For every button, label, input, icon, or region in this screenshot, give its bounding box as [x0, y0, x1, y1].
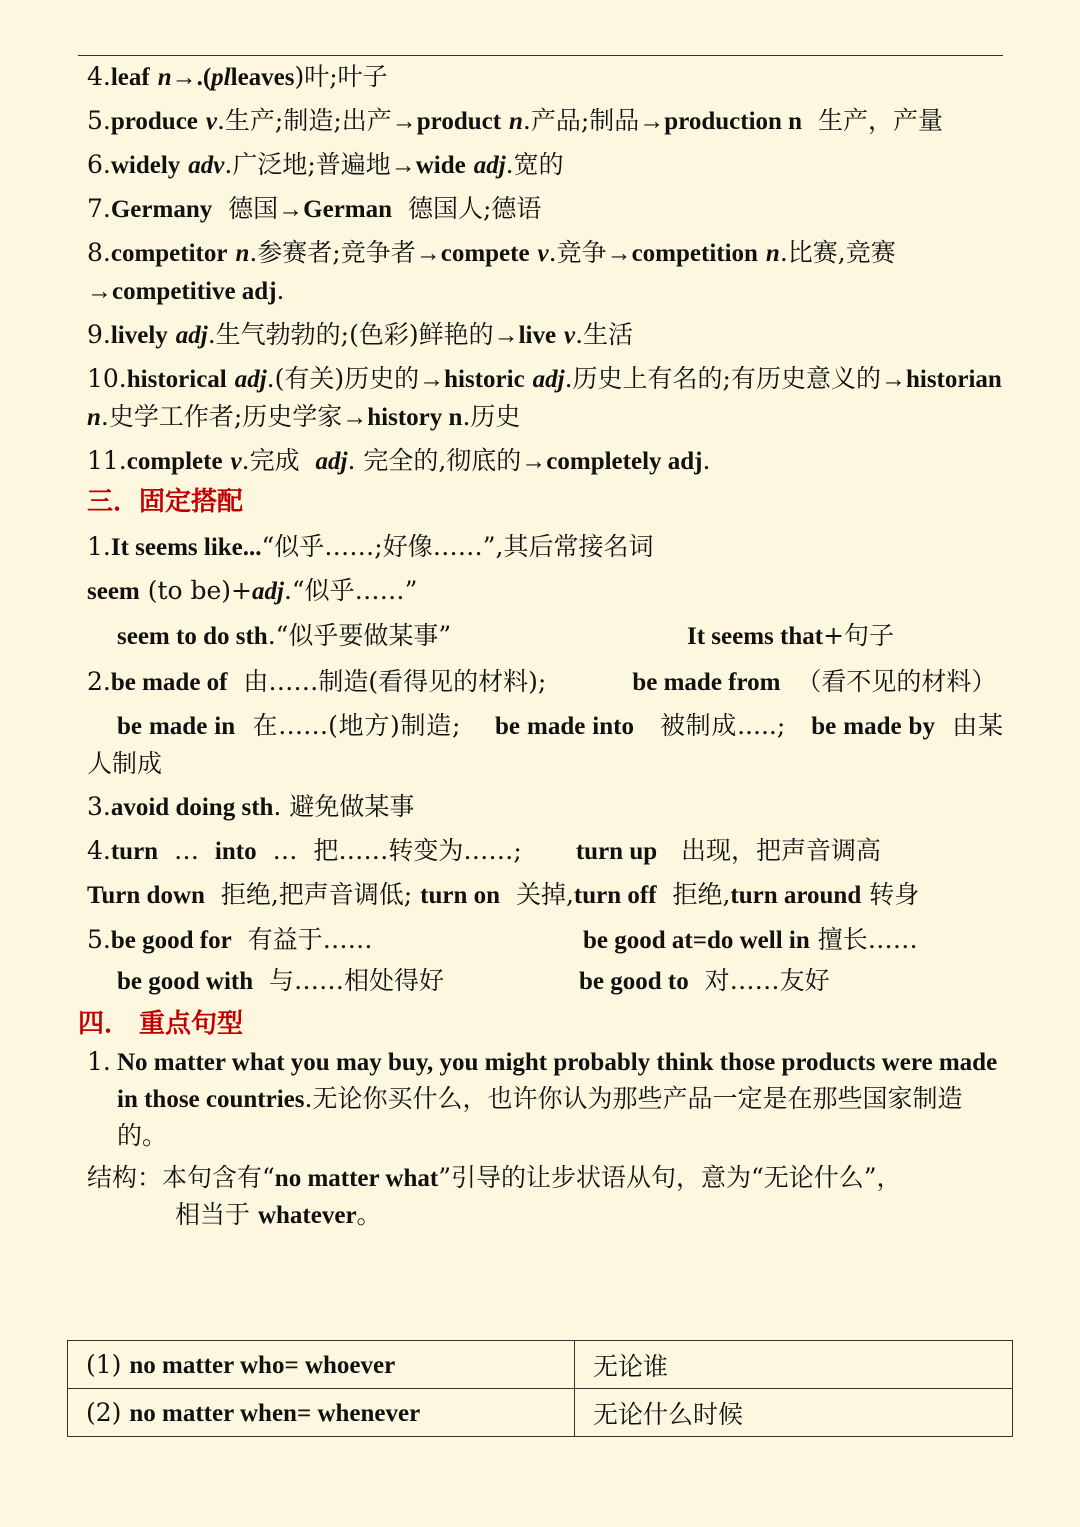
meaning: 在……(地方)制造;: [252, 711, 461, 740]
punct: .(: [196, 64, 212, 91]
meaning: 与……相处得好: [269, 966, 445, 995]
item-number: 1.: [87, 1047, 111, 1076]
vocab-item-7: [87, 190, 1003, 228]
item-number: 7.: [87, 194, 111, 223]
table-row: [68, 1341, 1013, 1389]
translation: .无论你买什么，也许你认为那些产品一定是在那些国家制造的。: [117, 1084, 963, 1150]
phrase: It seems that: [687, 623, 824, 650]
word: German: [303, 196, 393, 223]
phrase: be made from: [632, 669, 781, 696]
phrase: It seems like...: [110, 534, 262, 561]
arrow: →: [391, 108, 417, 135]
item-number: 5.: [87, 106, 111, 135]
key-sentence-body: [117, 1044, 1003, 1154]
item-number: 4.: [87, 836, 111, 865]
ellipsis: …: [272, 836, 298, 865]
table-cell-right: 无论谁: [575, 1341, 1013, 1389]
meaning: 擅长……: [817, 925, 918, 954]
vocab-item-6: [87, 146, 1003, 184]
collocation-1c: [87, 616, 1003, 657]
phrase: into: [214, 838, 257, 865]
phrase: no matter who= whoever: [129, 1351, 396, 1379]
structure-label: 结构：本句含有“: [87, 1163, 275, 1192]
meaning: +句子: [823, 621, 895, 650]
collocation-3: [87, 788, 1003, 826]
collocation-1: [87, 528, 1003, 566]
word: live: [518, 322, 557, 349]
collocation-1c-right: [687, 616, 894, 657]
phrase: avoid doing sth: [110, 794, 274, 821]
word: produce: [110, 108, 198, 135]
word: Germany: [110, 196, 213, 223]
phrase: be good for: [110, 927, 232, 954]
part-of-speech: adj: [175, 322, 208, 349]
meaning: 德国: [228, 194, 279, 223]
meaning: 对……友好: [704, 966, 830, 995]
item-number: 5.: [87, 925, 111, 954]
part-of-speech: n: [87, 404, 101, 431]
meaning: .广泛地;普遍地: [224, 150, 391, 179]
collocation-5-left: [87, 920, 583, 961]
arrow: →: [171, 64, 197, 91]
meaning: . 避免做某事: [273, 792, 415, 821]
table-row: [68, 1389, 1013, 1437]
part-of-speech: n: [235, 240, 250, 267]
meaning: 把……转变为……;: [313, 836, 522, 865]
meaning: 拒绝,: [672, 880, 731, 909]
punct: .: [276, 276, 285, 305]
meaning: .生气勃勃的;(色彩)鲜艳的: [207, 320, 494, 349]
meaning: .“似乎……”: [283, 576, 418, 605]
phrase: be good with: [117, 968, 254, 995]
structure-note: [87, 1160, 1003, 1197]
part-of-speech: v: [537, 240, 549, 267]
meaning: 被制成.....;: [659, 711, 786, 740]
meaning: 德国人;德语: [407, 194, 542, 223]
item-number: 1.: [87, 532, 111, 561]
english-sentence: No matter what you may buy, you might probably think those products were made in those countries: [117, 1049, 998, 1113]
collocation-5b-right: [579, 961, 830, 1002]
part-of-speech: adj: [234, 366, 267, 393]
collocation-4b: [87, 876, 1003, 914]
collocation-1c-left: [117, 616, 687, 657]
meaning: )叶;叶子: [294, 62, 388, 91]
word: widely: [110, 152, 181, 179]
meaning: ”引导的让步状语从句，意为“无论什么”，: [438, 1163, 902, 1192]
meaning: 由某人制成: [87, 711, 1003, 778]
meaning: 拒绝,把声音调低;: [220, 880, 413, 909]
meaning: 相当于: [175, 1200, 251, 1229]
meaning: 转身: [869, 880, 920, 909]
header-rule: [78, 55, 1003, 56]
word: wide: [415, 152, 466, 179]
ellipsis: …: [174, 836, 199, 865]
word: competitor: [110, 240, 228, 267]
phrase: seem to do sth: [117, 623, 268, 650]
word: compete: [440, 240, 530, 267]
punct: .: [702, 446, 711, 475]
phrase: Turn down: [87, 882, 205, 909]
word: competitive adj: [112, 278, 277, 305]
key-sentence-1: [87, 1044, 1003, 1154]
part-of-speech: v: [205, 108, 217, 135]
item-number: 3.: [87, 792, 111, 821]
vocab-item-8: [87, 234, 1003, 310]
vocab-item-4: [87, 58, 1003, 96]
table-cell-right: 无论什么时候: [575, 1389, 1013, 1437]
phrase: be made by: [811, 713, 935, 740]
word: historian: [905, 366, 1002, 393]
word: leaf: [110, 64, 150, 91]
phrase: turn off: [573, 882, 657, 909]
collocation-2b: [87, 707, 1003, 782]
part-of-speech: v: [564, 322, 576, 349]
meaning: .生活: [575, 320, 634, 349]
phrase: be made in: [117, 713, 236, 740]
part-of-speech: n: [765, 240, 780, 267]
arrow: →: [493, 322, 519, 349]
phrase: whatever: [257, 1202, 357, 1229]
part-of-speech: v: [230, 448, 242, 475]
collocation-5: [87, 920, 1003, 961]
item-number: 9.: [87, 320, 111, 349]
collocation-4: [87, 832, 1003, 870]
vocab-item-11: [87, 442, 1003, 480]
item-number: 10.: [87, 364, 127, 393]
meaning: “似乎……;好像……”,其后常接名词: [261, 532, 654, 561]
word: leaves: [230, 64, 295, 91]
word: competition: [631, 240, 758, 267]
meaning: .历史上有名的;有历史意义的: [564, 364, 881, 393]
meaning: （看不见的材料）: [796, 667, 997, 696]
phrase: turn around: [730, 882, 862, 909]
equivalents-table: [67, 1340, 1013, 1437]
meaning: . 完全的,彻底的: [347, 446, 522, 475]
section-heading-collocations: 三．固定搭配: [87, 487, 244, 517]
meaning: .“似乎要做某事”: [267, 621, 452, 650]
meaning: 关掉,: [515, 880, 574, 909]
word: product: [416, 108, 502, 135]
part-of-speech: n: [509, 108, 523, 135]
part-of-speech: adv: [188, 152, 225, 179]
part-of-speech: n: [157, 64, 172, 91]
table-cell-left: [68, 1389, 575, 1437]
meaning: 由……制造(看得见的材料);: [243, 667, 547, 696]
phrase: be good to: [579, 968, 689, 995]
arrow: →: [419, 366, 445, 393]
arrow: →: [415, 240, 441, 267]
section-heading-key-sentences: 四． 重点句型: [78, 1009, 244, 1039]
word: historic: [444, 366, 525, 393]
meaning: .完成: [241, 446, 300, 475]
item-number: 8.: [87, 238, 111, 267]
item-number: 6.: [87, 150, 111, 179]
word: lively: [110, 322, 168, 349]
item-number: 11.: [87, 446, 127, 475]
arrow: →: [342, 404, 368, 431]
meaning: 有益于……: [247, 925, 373, 954]
phrase: turn: [110, 838, 159, 865]
part-of-speech: adj: [315, 448, 348, 475]
vocab-item-9: [87, 316, 1003, 354]
collocation-2: [87, 663, 1003, 701]
phrase: no matter what: [274, 1165, 439, 1192]
part-of-speech: adj: [252, 578, 284, 605]
word: completely adj: [546, 448, 703, 475]
row-prefix: (2): [86, 1397, 122, 1427]
row-prefix: (1): [86, 1349, 122, 1379]
document-body: [78, 58, 1003, 1234]
word: complete: [126, 448, 223, 475]
meaning: .历史: [462, 402, 521, 431]
arrow: →: [87, 278, 112, 305]
plural-label: pl: [211, 64, 231, 91]
punct: 。: [356, 1200, 382, 1229]
word: production n: [664, 108, 803, 135]
vocab-item-10: [87, 360, 1003, 436]
phrase: seem: [87, 578, 140, 605]
arrow: →: [521, 448, 547, 475]
phrase: (to be)+: [147, 576, 252, 605]
collocation-5b: [87, 961, 1003, 1002]
meaning: .竞争: [548, 238, 607, 267]
arrow: →: [880, 366, 906, 393]
phrase: be made of: [110, 669, 228, 696]
arrow: →: [278, 196, 304, 223]
collocation-5b-left: [117, 961, 579, 1002]
meaning: .生产;制造;出产: [216, 106, 392, 135]
meaning: .比赛,竞赛: [779, 238, 896, 267]
phrase: be good at=do well in: [583, 927, 810, 954]
meaning: .参赛者;竞争者: [249, 238, 416, 267]
meaning: .(有关)历史的: [266, 364, 420, 393]
meaning: .宽的: [505, 150, 564, 179]
meaning: 生产，产量: [817, 106, 943, 135]
arrow: →: [639, 108, 665, 135]
word: historical: [126, 366, 227, 393]
phrase: turn on: [420, 882, 501, 909]
word: history n: [367, 404, 463, 431]
collocation-1b: [87, 572, 1003, 610]
meaning: 出现，把声音调高: [680, 836, 881, 865]
structure-note-line2: [87, 1197, 1003, 1234]
meaning: .产品;制品: [522, 106, 640, 135]
item-number: 2.: [87, 667, 111, 696]
vocab-item-5: [87, 102, 1003, 140]
arrow: →: [606, 240, 632, 267]
table-cell-left: [68, 1341, 575, 1389]
part-of-speech: adj: [532, 366, 565, 393]
collocation-5-right: [583, 920, 918, 961]
part-of-speech: adj: [473, 152, 506, 179]
phrase: no matter when= whenever: [129, 1399, 421, 1427]
phrase: turn up: [575, 838, 658, 865]
arrow: →: [390, 152, 416, 179]
phrase: be made into: [495, 713, 634, 740]
meaning: .史学工作者;历史学家: [100, 402, 343, 431]
item-number: 4.: [87, 62, 111, 91]
